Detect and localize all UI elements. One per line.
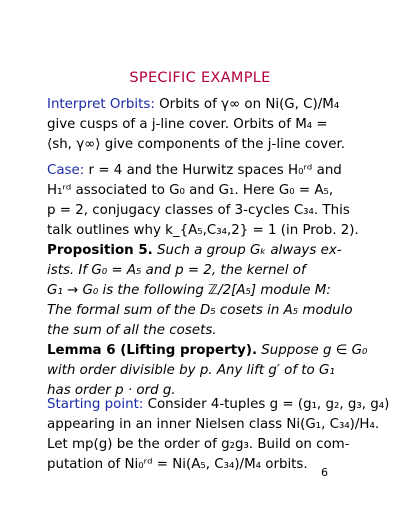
case-paragraph bbox=[47, 161, 377, 241]
case-label: Case: bbox=[47, 163, 85, 178]
proposition-line-4: The formal sum of the D₅ cosets in A₅ modulo bbox=[47, 303, 353, 318]
case-line-3: p = 2, conjugacy classes of 3-cycles C₃₄. This bbox=[47, 203, 350, 218]
starting-line-3: Let mp(g) be the order of g₂g₃. Build on com- bbox=[47, 437, 350, 452]
starting-point-paragraph bbox=[47, 395, 390, 475]
page-number: 6 bbox=[321, 466, 328, 479]
lemma-label: Lemma 6 (Lifting property). bbox=[47, 343, 258, 358]
starting-label: Starting point: bbox=[47, 397, 144, 412]
starting-line-2: appearing in an inner Nielsen class Ni(G₁, C₃₄)/H₄. bbox=[47, 417, 380, 432]
interpret-line-3: ⟨sh, γ∞⟩ give components of the j-line cover. bbox=[47, 137, 346, 152]
lemma-text-1: Suppose g ∈ G₀ bbox=[257, 343, 368, 358]
proposition-line-2: ists. If G₀ = A₅ and p = 2, the kernel of bbox=[47, 263, 306, 278]
lemma-line-3: has order p · ord g. bbox=[47, 383, 176, 398]
proposition-line-3: G₁ → G₀ is the following ℤ/2[A₅] module M: bbox=[47, 283, 331, 298]
slide-title: SPECIFIC EXAMPLE bbox=[129, 70, 271, 86]
interpret-line-1 bbox=[47, 95, 377, 115]
proposition-text-1: Such a group Gₖ always ex- bbox=[152, 243, 342, 258]
proposition-label: Proposition 5. bbox=[47, 243, 153, 258]
interpret-text-1: Orbits of γ∞ on Ni(G, C)/M₄ bbox=[154, 97, 340, 112]
case-line-2: H₁ʳᵈ associated to G₀ and G₁. Here G₀ = A₅, bbox=[47, 183, 334, 198]
starting-line-1 bbox=[47, 395, 390, 415]
case-text-1: r = 4 and the Hurwitz spaces H₀ʳᵈ and bbox=[84, 163, 342, 178]
lemma-line-2: with order divisible by p. Any lift g′ of to G₁ bbox=[47, 363, 335, 378]
lemma-line-1 bbox=[47, 341, 377, 361]
starting-line-4: putation of Ni₀ʳᵈ = Ni(A₅, C₃₄)/M₄ orbits. bbox=[47, 457, 308, 472]
case-line-1 bbox=[47, 161, 377, 181]
starting-text-1: Consider 4-tuples g = (g₁, g₂, g₃, g₄) bbox=[143, 397, 390, 412]
interpret-orbits-paragraph bbox=[47, 95, 377, 155]
lemma-paragraph bbox=[47, 341, 377, 401]
interpret-label: Interpret Orbits: bbox=[47, 97, 155, 112]
proposition-line-1 bbox=[47, 241, 377, 261]
proposition-paragraph bbox=[47, 241, 377, 341]
proposition-line-5: the sum of all the cosets. bbox=[47, 323, 217, 338]
interpret-line-2: give cusps of a j-line cover. Orbits of M₄ = bbox=[47, 117, 328, 132]
case-line-4: talk outlines why k_{A₅,C₃₄,2} = 1 (in Prob. 2). bbox=[47, 223, 359, 238]
